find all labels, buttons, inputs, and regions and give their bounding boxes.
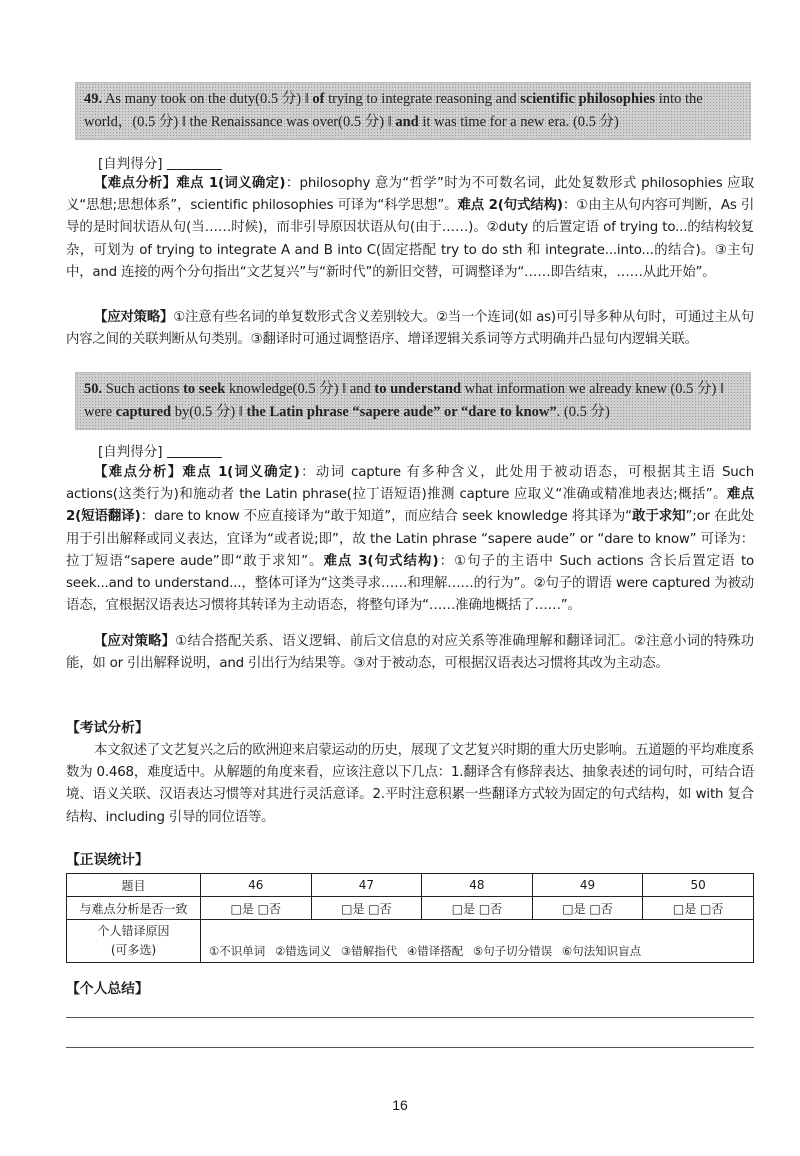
difficulty-label: 难点 2(句式结构) xyxy=(457,198,563,214)
section-label: 【难点分析】 xyxy=(94,465,183,480)
question-keyword: and xyxy=(395,114,419,130)
difficulty-label: 难点 3(句式结构) xyxy=(323,553,439,569)
strategy-50: 【应对策略】①结合搭配关系、语义逻辑、前后文信息的对应关系等准确理解和翻译词汇。②注意小词的特殊功能，如 or 引出解释说明，and 引出行为结果等。③对于被动态，可根据汉语表达习惯将其改为主动态。 xyxy=(66,634,754,672)
exam-analysis-heading: 【考试分析】 xyxy=(66,720,149,736)
summary-line[interactable] xyxy=(66,1047,754,1048)
exam-analysis-text: 本文叙述了文艺复兴之后的欧洲迎来启蒙运动的历史，展现了文艺复兴时期的重大历史影响。五道题的平均难度系数为 0.468，难度适中。从解题的角度来看，应该注意以下几点：1.翻译含有修辞表达、抽象表述的词句时，可结合语境、语义关联、汉语表达习惯等对其进行灵活意译。2.平时注意积累一些翻译方式较为固定的句式结构，如 with 复合结构、including 引导的同位语等。 xyxy=(66,743,754,825)
personal-summary-heading: 【个人总结】 xyxy=(66,981,149,997)
summary-line[interactable] xyxy=(66,1017,754,1018)
yes-no-checkbox[interactable]: □是 □否 xyxy=(422,897,533,920)
analysis-50: 【难点分析】难点 1(词义确定)：动词 capture 有多种含义，此处用于被动语态，可根据其主语 Such actions(这类行为)和施动者 the Latin phrase(拉丁语短语)推测 capture 应取义“准确或精准地表达;概括”。难点 2(短语翻译)：dare to know 不应直接译为“敢于知道”，而应结合 seek knowledge 将其译为“敢于求知”;or 在此处用于引出解释或同义表达，宜译为“或者说;即”，故 the Latin phrase “sapere aude” or “dare to know” 可译为：拉丁短语“sapere aude”即“敢于求知”。难点 3(句式结构)：①句子的主语中 Such actions 含长后置定语 to seek...and to understand...，整体可译为“这类寻求……和理解……的行为”。②句子的谓语 were captured 为被动语态，宜根据汉语表达习惯将其转译为主动语态，将整句译为“……准确地概括了……”。 xyxy=(66,465,755,614)
error-stats-table xyxy=(66,873,754,963)
question-keyword: the Latin phrase “sapere aude” or “dare to know” xyxy=(246,404,557,420)
analysis-49: 【难点分析】难点 1(词义确定)：philosophy 意为“哲学”时为不可数名词，此处复数形式 philosophies 应取义“思想;思想体系”，scientific philosophies 可译为“科学思想”。难点 2(句式结构)：①由主从句内容可判断，As 引导的是时间状语从句(当……时候)，而非引导原因状语从句(由于……)。②duty 的后置定语 of trying to...的结构较复杂，可划为 of trying to integrate A and B into C(固定搭配 try to do sth 和 integrate...into...的结合)。③主句中，and 连接的两个分句指出“文艺复兴”与“新时代”的新旧交替，可调整译为“……即告结束，……从此开始”。 xyxy=(66,176,755,280)
self-score-50 xyxy=(98,440,222,460)
question-header: 48 xyxy=(422,874,533,897)
self-score-label: [自判得分] xyxy=(98,444,163,460)
section-label: 【应对策略】 xyxy=(94,634,176,649)
row-label: 与难点分析是否一致 xyxy=(67,897,201,920)
question-text: into the world，(0.5 分) ‖ the Renaissance was over(0.5 分) ‖ xyxy=(84,91,703,130)
question-header: 47 xyxy=(311,874,422,897)
self-score-label: [自判得分] xyxy=(98,156,163,172)
self-score-49 xyxy=(98,152,222,172)
question-text: As many took on the duty(0.5 分) ‖ xyxy=(102,91,313,107)
question-keyword: to seek xyxy=(183,381,226,397)
yes-no-checkbox[interactable]: □是 □否 xyxy=(532,897,643,920)
table-row xyxy=(67,920,754,963)
question-50-box: 50. Such actions to seek knowledge(0.5 分) ‖ and to understand what information we already knew (0.5 分) ‖ were captured by(0.5 分) ‖ the Latin phrase “sapere aude” or “dare to know”. (0.5 分) xyxy=(75,372,751,430)
question-keyword: scientific philosophies xyxy=(520,91,656,107)
table-row xyxy=(67,897,754,920)
difficulty-label: 难点 1(词义确定) xyxy=(176,176,286,191)
question-keyword: captured xyxy=(115,404,172,420)
question-header: 49 xyxy=(532,874,643,897)
table-header: 题目 xyxy=(67,874,201,897)
question-header: 50 xyxy=(643,874,754,897)
question-49-box xyxy=(75,82,751,140)
difficulty-label: 难点 1(词义确定) xyxy=(182,465,300,480)
strategy-49: 【应对策略】①注意有些名词的单复数形式含义差别较大。②当一个连词(如 as)可引导多种从句时，可通过主从句内容之间的关联判断从句类别。③翻译时可通过调整语序、增译逻辑关系词等方式明确并凸显句内逻辑关联。 xyxy=(66,310,754,348)
question-text: it was time for a new era. (0.5 分) xyxy=(418,114,619,130)
question-keyword: to understand xyxy=(374,381,462,397)
yes-no-checkbox[interactable]: □是 □否 xyxy=(311,897,422,920)
error-reasons[interactable]: ①不识单词 ②错选词义 ③错解指代 ④错译搭配 ⑤句子切分错误 ⑥句法知识盲点 xyxy=(201,920,754,963)
error-stats-heading: 【正误统计】 xyxy=(66,852,149,868)
question-number: 49. xyxy=(84,91,103,107)
row-label: 个人错译原因 (可多选) xyxy=(67,920,201,963)
yes-no-checkbox[interactable]: □是 □否 xyxy=(201,897,312,920)
self-score-blank[interactable] xyxy=(167,155,222,170)
difficulty-label: 难点 2(短语翻译) xyxy=(66,487,754,525)
question-header: 46 xyxy=(201,874,312,897)
section-label: 【应对策略】 xyxy=(94,310,174,325)
page-number: 16 xyxy=(392,1097,408,1113)
question-text: trying to integrate reasoning and xyxy=(324,91,521,107)
question-number: 50. xyxy=(84,381,103,397)
section-label: 【难点分析】 xyxy=(94,176,177,191)
yes-no-checkbox[interactable]: □是 □否 xyxy=(643,897,754,920)
table-row xyxy=(67,874,754,897)
self-score-blank[interactable] xyxy=(167,443,222,458)
question-keyword: of xyxy=(312,91,325,107)
